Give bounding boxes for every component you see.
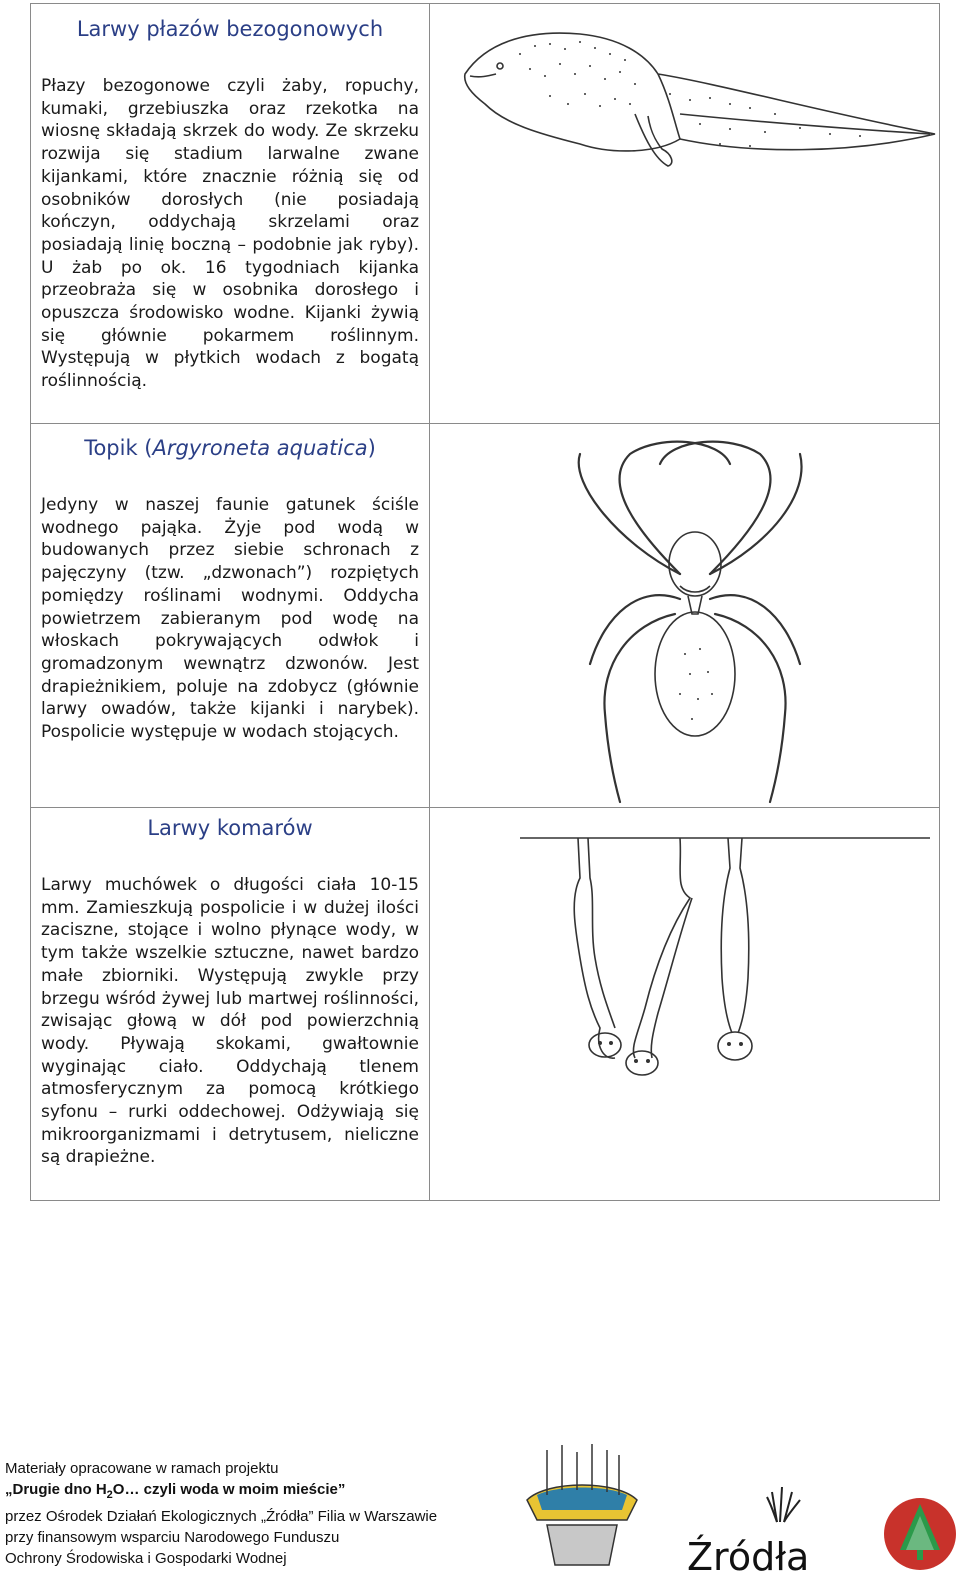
section-description: Płazy bezogonowe czyli żaby, ropuchy, kumaki, grzebiuszka oraz rzekotka na wiosnę składają skrzek do wody. Ze skrzeku rozwija się stadium larwalne zwane kijankami, które znacznie różnią się od osobników dorosłych (nie posiadają kończyn, oddychają skrzelami oraz posiadają linię boczną – podobnie jak ryby). U żab po ok. 16 tygodniach kijanka przeobraża się w osobnika dorosłego i opuszcza środowisko wodne. Kijanki żywią się głównie pokarmem roślinnym. Występują w płytkich wodach z bogatą roślinnością.: [41, 76, 419, 392]
section-title: Larwy komarów: [147, 816, 313, 840]
section-title: Larwy płazów bezogonowych: [76, 17, 384, 41]
footer-line: Materiały opracowane w ramach projektu: [5, 1460, 279, 1477]
species-latin-name: Argyroneta aquatica: [152, 436, 368, 460]
section-title: Topik (Argyroneta aquatica): [84, 436, 376, 460]
section-tadpoles: [31, 4, 939, 424]
section-text-cell: [31, 808, 429, 1200]
footer-line: przy finansowym wsparciu Narodowego Funduszu: [5, 1529, 340, 1546]
zrodla-logo: [682, 1482, 857, 1577]
footer-logos: [512, 1432, 960, 1582]
project-name: „Drugie dno $H_2O\dots$ czyli woda w moim mieście”: [5, 1481, 346, 1501]
spider-drawing: [430, 424, 939, 807]
tadpole-drawing: [430, 4, 939, 423]
species-table: [30, 3, 940, 1201]
svg-text:Źródła: Źródła: [687, 1535, 810, 1577]
section-water-spider: [31, 424, 939, 808]
section-text-cell: [31, 4, 429, 423]
nfosigw-logo: [882, 1490, 958, 1578]
section-description: Larwy muchówek o długości ciała 10-15 mm. Zamieszkują pospolicie i w dużej ilości zaciszne, stojące i wolno płynące wody, w tym także wszelkie sztuczne, nawet bardzo małe zbiorniki. Występują zwykle przy brzegu wśród żywej lub martwej roślinności, zwisając głową w dół pod powierzchnią wody. Pływają skokami, gwałtownie wyginając ciało. Oddychają tlenem atmosferycznym za pomocą krótkiego syfonu – rurki oddechowej. Odżywiają się mikroorganizmami i detrytusem, nieliczne są drapieżne.: [41, 875, 419, 1168]
section-description: Jedyny w naszej faunie gatunek ściśle wodnego pająka. Żyje pod wodą w budowanych przez siebie schronach z pajęczyny (tzw. „dzwonach”) rozpiętych pomiędzy roślinami wodnymi. Oddycha powietrzem zabieranym pod wodę na włoskach pokrywających odwłok i gromadzonym wewnątrz dzwonów. Jest drapieżnikiem, poluje na zdobycz (głównie larwy owadów, także kijanki i narybek). Pospolicie występuje w wodach stojących.: [41, 495, 419, 743]
mosquito-larvae-drawing: [430, 808, 939, 1200]
footer-line: przez Ośrodek Działań Ekologicznych „Źródła” Filia w Warszawie: [5, 1508, 438, 1525]
city-fountain-logo: [517, 1440, 647, 1580]
section-text-cell: [31, 424, 429, 807]
section-mosquito-larvae: [31, 808, 939, 1200]
footer-credits: [5, 1458, 505, 1569]
footer-line: Ochrony Środowiska i Gospodarki Wodnej: [5, 1550, 287, 1567]
